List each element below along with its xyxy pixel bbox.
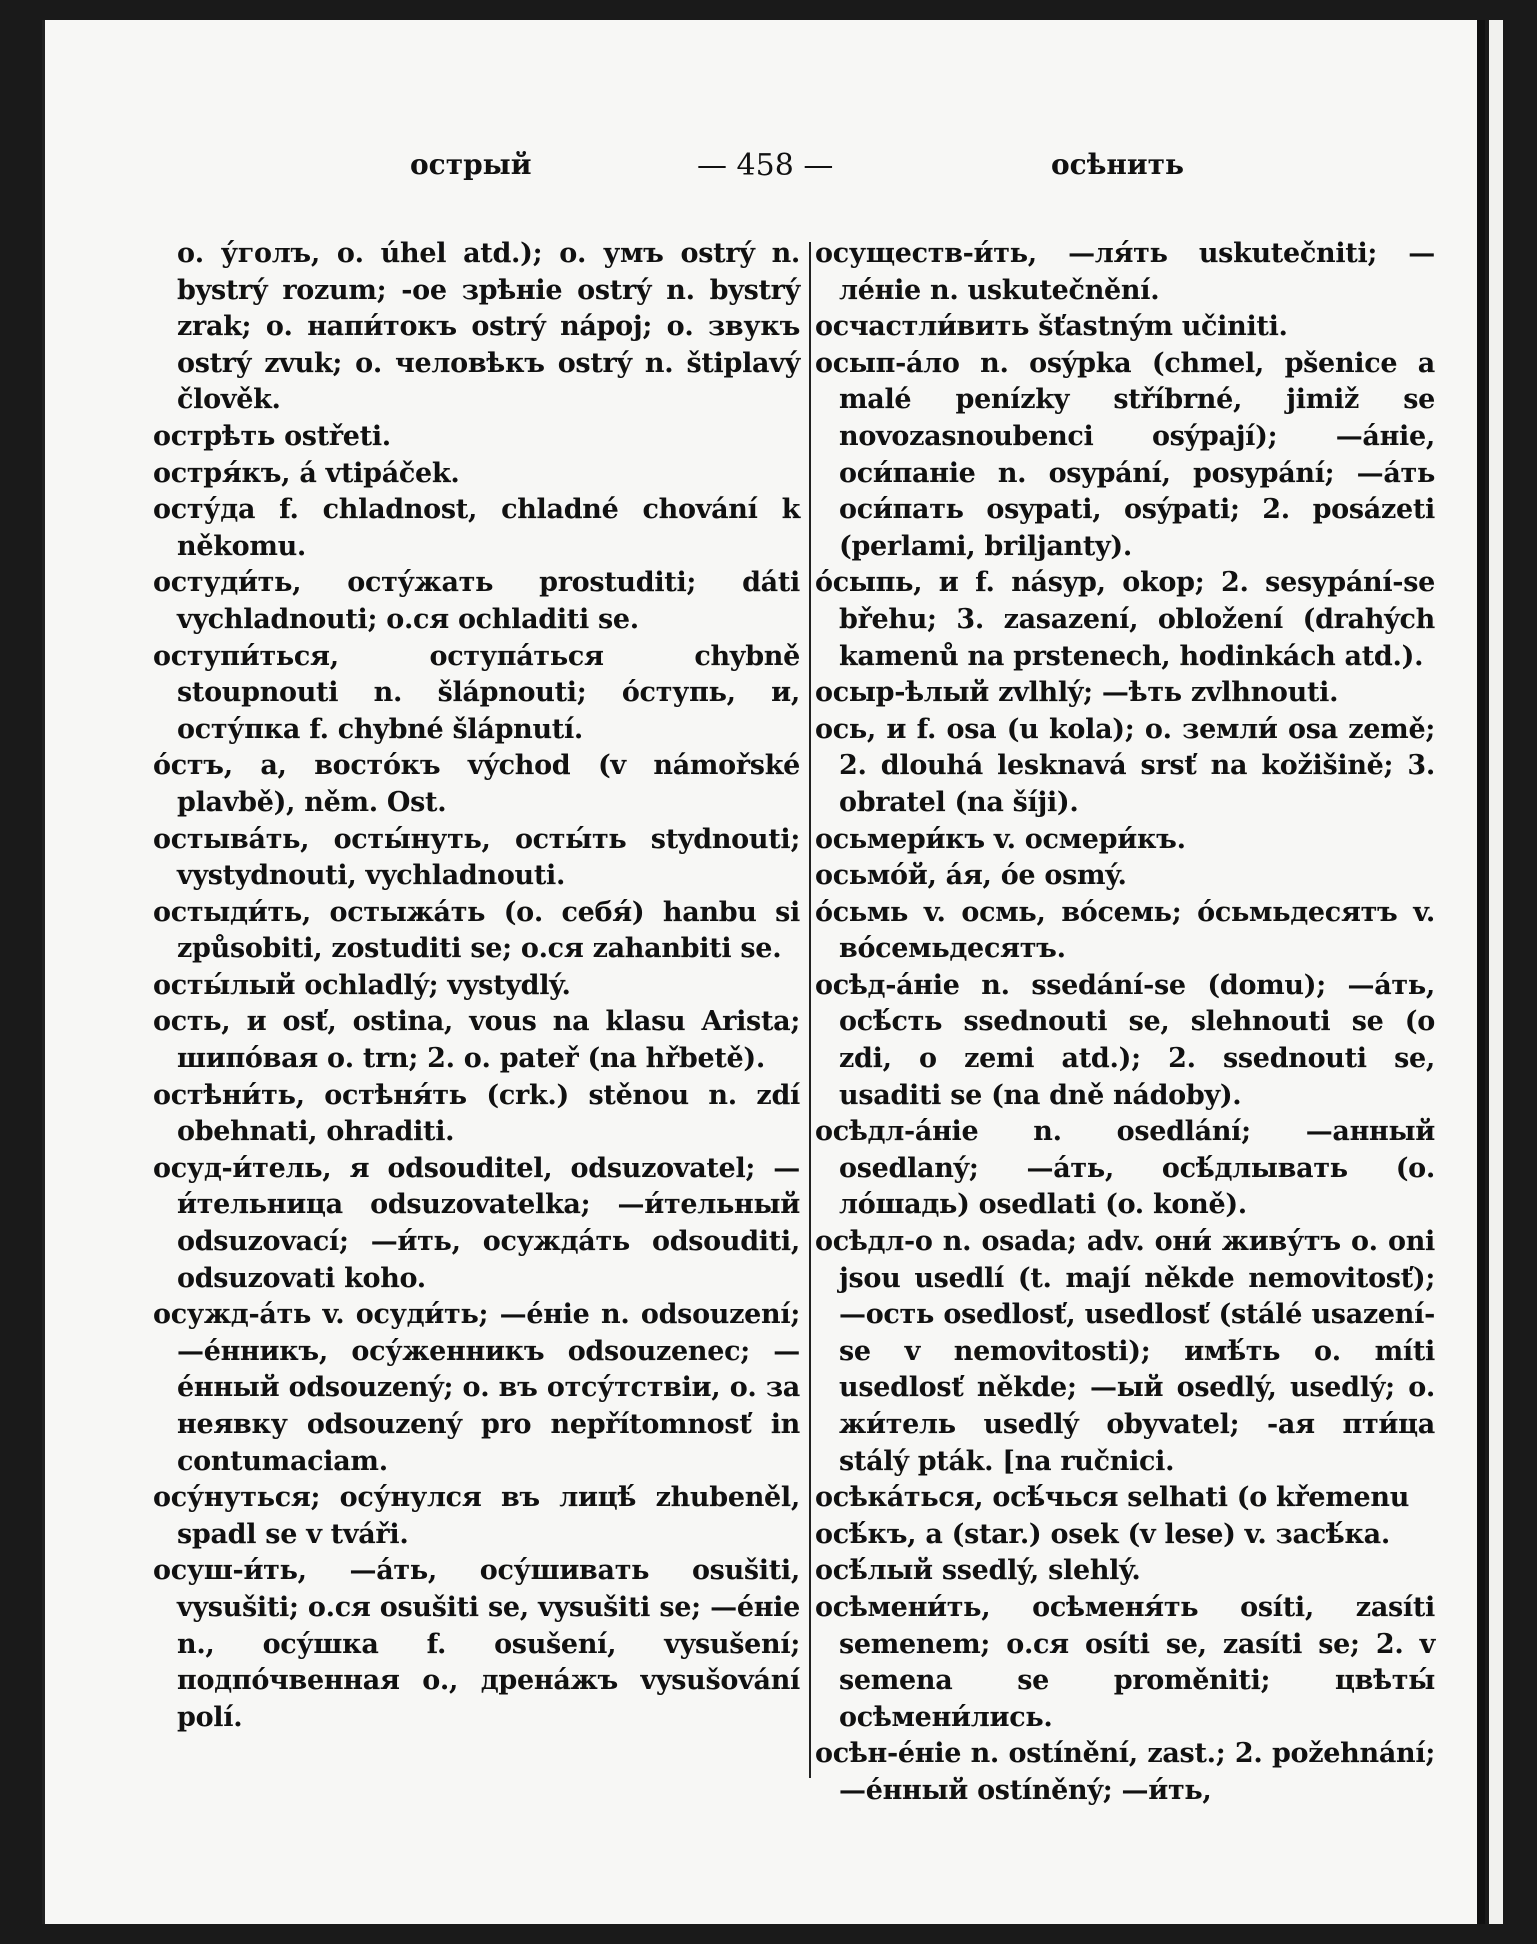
page-number: — 458 —	[697, 148, 834, 183]
dictionary-entry: осты́лый ochladlý; vystydlý.	[153, 969, 571, 1001]
header-left-word: острый	[410, 148, 532, 181]
dictionary-entry: осьмо́й, а́я, о́е osmý.	[815, 860, 1127, 892]
dictionary-entry: осту́да f. chladnost, chladné chování k někomu.	[153, 494, 800, 562]
header-right-word: осѣнить	[1051, 148, 1185, 181]
dictionary-entry: о́сьмь v. осмь, во́семь; о́сьмьдесятъ v. во́семьдесятъ.	[815, 896, 1435, 965]
dictionary-entry: ось, и f. osa (u kola); о. земли́ osa země; 2. dlouhá lesknavá srsť na kožišině; 3. obratel (na šíji).	[815, 713, 1435, 818]
next-page-edge	[1489, 20, 1503, 1924]
dictionary-entry: осьмери́къ v. осмери́къ.	[815, 823, 1186, 855]
dictionary-entry: осчастли́вить šťastným učiniti.	[815, 311, 1288, 343]
dictionary-page	[42, 20, 1485, 1924]
dictionary-entry: осѣн-е́ніе n. ostínění, zast.; 2. požehnání; —е́нный ostíněný; —и́ть,	[815, 1738, 1435, 1806]
dictionary-entry: о. у́голъ, о. úhel atd.); о. умъ ostrý n. bystrý rozum; -ое зрѣніе ostrý n. bystrý zrak; о. напи́токъ ostrý nápoj; о. звукъ ostrý zvuk; о. человѣкъ ostrý n. štiplavý člověk.	[177, 238, 800, 416]
dictionary-entry: осып-а́ло n. osýpka (chmel, pšenice a malé penízky stříbrné, jimiž se novozasnoubenci osýpají); —а́ніе, оси́паніе n. osypání, posypání; —а́ть оси́пать osypati, osýpati; 2. posázeti (perlami, briljanty).	[815, 347, 1435, 562]
dictionary-entry: о́стъ, а, восто́къ východ (v námořské plavbě), něm. Ost.	[153, 750, 800, 818]
left-column	[153, 236, 800, 1736]
dictionary-entry: о́сыпь, и f. násyp, okop; 2. sesypání-se břehu; 3. zasazení, obložení (drahých kamenů na prstenech, hodinkách atd.).	[815, 567, 1435, 672]
dictionary-entry: осѣ́къ, а (star.) osek (v lese) v. засѣ́ка.	[815, 1518, 1390, 1550]
right-column	[815, 236, 1435, 1810]
dictionary-entry: осыр-ѣлый zvlhlý; —ѣть zvlhnouti.	[815, 677, 1339, 709]
dictionary-entry: осужд-а́ть v. осуди́ть; —е́ніе n. odsouzení; —е́нникъ, осу́женникъ odsouzenec; —е́нный odsouzený; о. въ отсу́тствіи, о. за неявку odsouzený pro nepřítomnosť in contumaciam.	[153, 1299, 800, 1477]
dictionary-entry: осуществ-и́ть, —ля́ть uskutečniti; —ле́ніе n. uskutečnění.	[815, 238, 1435, 306]
dictionary-entry: остыва́ть, осты́нуть, осты́ть stydnouti; vystydnouti, vychladnouti.	[153, 823, 800, 892]
dictionary-entry: осуш-и́ть, —а́ть, осу́шивать osušiti, vysušiti; о.ся osušiti se, vysušiti se; —е́ніе n., осу́шка f. osušení, vysušení; подпо́чвенная о., дрена́жъ vysušování polí.	[153, 1555, 800, 1733]
dictionary-entry: осѣд-а́ніе n. ssedání-se (domu); —а́ть, осѣ́сть ssednouti se, slehnouti se (o zdi, o zemi atd.); 2. ssednouti se, usaditi se (na dně nádoby).	[815, 969, 1435, 1111]
dictionary-entry: остѣни́ть, остѣня́ть (crk.) stěnou n. zdí obehnati, ohraditi.	[153, 1079, 800, 1148]
dictionary-entry: осѣ́лый ssedlý, slehlý.	[815, 1555, 1141, 1587]
dictionary-entry: остря́къ, á vtipáček.	[153, 457, 460, 489]
dictionary-entry: осѣдл-а́ніе n. osedlání; —анный osedlaný; —а́ть, осѣ́длывать (о. ло́шадь) osedlati (o. koně).	[815, 1116, 1435, 1221]
dictionary-entry: осѣдл-о n. osada; adv. они́ живу́тъ о. oni jsou usedlí (t. mají někde nemovitosť); —ость osedlosť, usedlosť (stálé usazení-se v nemovitosti); имѣ́ть о. míti usedlosť někde; —ый osedlý, usedlý; о. жи́тель usedlý obyvatel; -ая пти́ца stálý pták. [na ručnici.	[815, 1226, 1435, 1477]
dictionary-entry: осѣка́ться, осѣ́чься selhati (o křemenu	[815, 1482, 1410, 1514]
dictionary-entry: остуди́ть, осту́жать prostuditi; dáti vychladnouti; о.ся ochladiti se.	[153, 567, 800, 635]
dictionary-entry: осѣмени́ть, осѣменя́ть osíti, zasíti semenem; о.ся osíti se, zasíti se; 2. v semena se proměniti; цвѣты́ осѣмени́лись.	[815, 1591, 1435, 1733]
dictionary-entry: осуд-и́тель, я odsouditel, odsuzovatel; —и́тельница odsuzovatelka; —и́тельный odsuzovací; —и́ть, осужда́ть odsouditi, odsuzovati koho.	[153, 1152, 800, 1294]
column-divider	[809, 242, 811, 1778]
dictionary-entry: острѣть ostřeti.	[153, 420, 391, 452]
dictionary-entry: осу́нуться; осу́нулся въ лицѣ́ zhubeněl, spadl se v tváři.	[153, 1482, 800, 1550]
dictionary-entry: оступи́ться, оступа́ться chybně stoupnouti n. šlápnouti; о́ступь, и, осту́пка f. chybné šlápnutí.	[153, 640, 800, 745]
dictionary-entry: ость, и osť, ostina, vous na klasu Arista; шипо́вая о. trn; 2. о. pateř (na hřbetě).	[153, 1006, 800, 1075]
dictionary-entry: остыди́ть, остыжа́ть (о. себя́) hanbu si způsobiti, zostuditi se; о.ся zahanbiti se.	[153, 896, 800, 965]
